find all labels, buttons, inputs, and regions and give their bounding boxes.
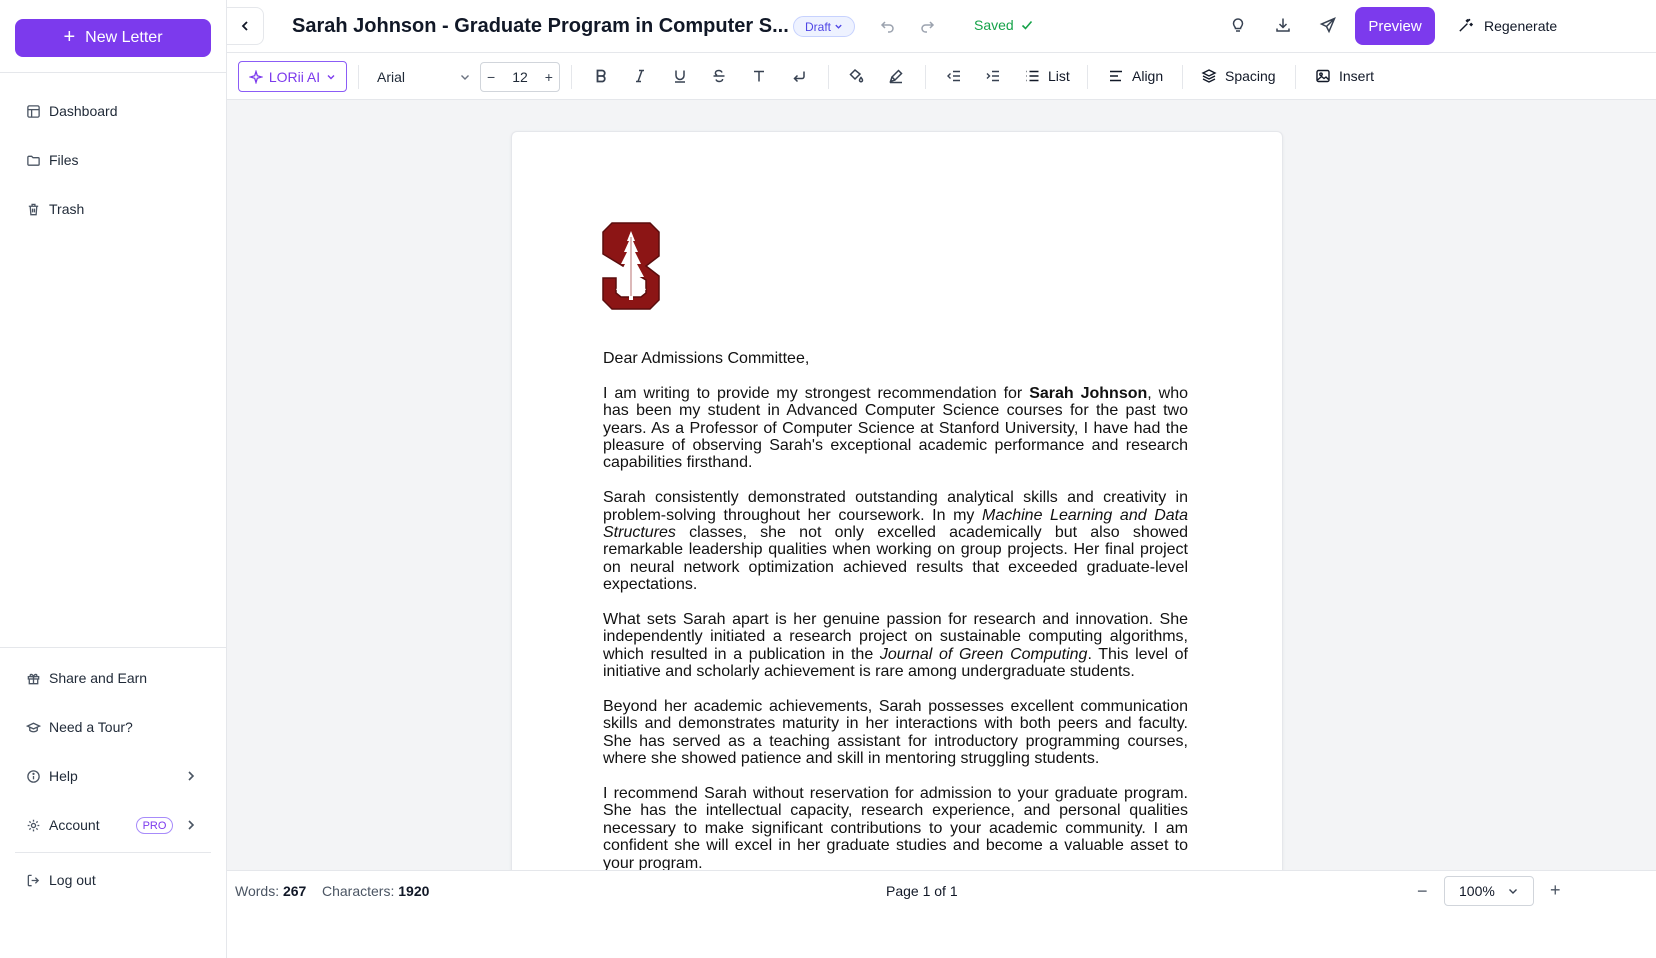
sidebar-item-label: Log out [49, 872, 96, 888]
sidebar-item-dashboard[interactable] [26, 101, 118, 121]
toolbar-divider [1295, 65, 1296, 89]
chevron-left-icon [238, 19, 252, 33]
sidebar-item-log-out[interactable] [26, 870, 96, 890]
course-names: Machine Learning and Data Structures [603, 506, 1188, 542]
redo-icon[interactable] [919, 18, 935, 34]
spacing-button[interactable] [1201, 68, 1276, 84]
gear-icon [26, 818, 41, 833]
word-count-label: Words: [235, 883, 280, 899]
paint-bucket-icon[interactable] [848, 68, 864, 84]
toolbar-divider [1087, 65, 1088, 89]
sidebar-divider [15, 852, 211, 853]
letter-text: Sarah consistently demonstrated outstanding analytical skills and creativity in problem-solving throughout her coursework. In my [603, 489, 1188, 524]
saved-label: Saved [974, 17, 1014, 33]
toolbar-divider [828, 65, 829, 89]
chevron-right-icon [184, 818, 198, 832]
character-count-label: Characters: [322, 883, 395, 899]
zoom-out-button[interactable]: − [1417, 881, 1428, 901]
trash-icon [26, 202, 41, 217]
status-badge-label: Draft [804, 19, 831, 34]
letter-text: , who has been my student in Advanced Computer Science courses for the past two years. As a Professor of Computer Science at Stanford University, I have had the pleasure of observing Sarah's exceptional academic performance and research capabilities firsthand. [603, 384, 1189, 472]
highlighter-icon[interactable] [888, 68, 904, 84]
pro-badge: PRO [136, 817, 173, 834]
toolbar-divider [1182, 65, 1183, 89]
font-size-value[interactable]: 12 [512, 69, 528, 85]
regenerate-label: Regenerate [1484, 17, 1558, 34]
font-family-select[interactable] [377, 61, 471, 92]
sidebar-divider [0, 647, 227, 648]
letter-body[interactable] [603, 350, 1188, 870]
zoom-value: 100% [1459, 883, 1495, 899]
insert-button[interactable] [1315, 68, 1374, 84]
send-icon[interactable] [1319, 16, 1337, 34]
lightbulb-icon[interactable] [1229, 16, 1247, 34]
magic-wand-icon [1457, 17, 1474, 34]
sidebar-item-need-a-tour[interactable] [26, 717, 133, 737]
chevron-down-icon [459, 71, 471, 83]
undo-icon[interactable] [880, 18, 896, 34]
sidebar-item-label: Account [49, 817, 100, 833]
strikethrough-icon[interactable] [711, 68, 727, 84]
spacing-label: Spacing [1225, 68, 1276, 84]
list-icon [1024, 68, 1040, 84]
preview-button[interactable]: Preview [1355, 7, 1435, 45]
character-count-value: 1920 [398, 883, 430, 899]
font-size-increase-button[interactable]: + [544, 69, 553, 85]
logout-icon [26, 873, 41, 888]
chevron-down-icon [326, 72, 336, 82]
letter-paragraph [603, 385, 1188, 472]
new-letter-label: New Letter [85, 29, 163, 46]
back-button[interactable] [227, 7, 264, 45]
journal-name: Journal of Green Computing [879, 645, 1088, 663]
status-bar [227, 870, 1656, 908]
zoom-select[interactable] [1444, 876, 1534, 906]
sidebar-item-help[interactable] [26, 766, 198, 786]
list-label: List [1048, 68, 1070, 84]
sidebar-item-trash[interactable] [26, 199, 84, 219]
plus-icon: + [63, 26, 76, 48]
status-badge[interactable] [793, 16, 855, 37]
font-size-stepper[interactable] [480, 62, 560, 92]
italic-icon[interactable] [632, 68, 648, 84]
align-button[interactable] [1108, 68, 1163, 84]
document-title[interactable]: Sarah Johnson - Graduate Program in Computer S... [292, 15, 789, 37]
font-size-decrease-button[interactable]: − [487, 69, 496, 85]
ai-assistant-button[interactable] [238, 61, 347, 92]
check-icon [1020, 18, 1034, 32]
sidebar-item-label: Dashboard [49, 103, 118, 119]
letter-text: classes, she not only excelled academically but also showed remarkable leadership qualities when working on group projects. Her final project on neural network optimization achieved results that exceeded graduate-level expectations. [603, 524, 1188, 594]
gift-icon [26, 671, 41, 686]
layout-icon [26, 104, 41, 119]
sidebar-item-label: Share and Earn [49, 670, 148, 686]
letter-text: What sets Sarah apart is her genuine passion for research and innovation. She independently initiated a research project on sustainable computing algorithms, which resulted in a publication in the [603, 611, 1188, 663]
sidebar-divider [0, 72, 227, 73]
layers-icon [1201, 68, 1217, 84]
download-icon[interactable] [1274, 16, 1292, 34]
sidebar-item-share-and-earn[interactable] [26, 668, 147, 688]
font-family-value: Arial [377, 68, 406, 85]
align-left-icon [1108, 68, 1124, 84]
formatting-toolbar [227, 53, 1656, 100]
sidebar-item-files[interactable] [26, 150, 79, 170]
letter-text: . This level of initiative and scholarly achievement is rare among undergraduate students. [603, 645, 1189, 681]
letter-paragraph [603, 611, 1188, 681]
align-label: Align [1132, 68, 1164, 84]
character-count [322, 883, 429, 899]
toolbar-divider [571, 65, 572, 89]
save-status [974, 17, 1034, 33]
graduation-cap-icon [26, 720, 41, 735]
bold-icon[interactable] [593, 68, 609, 84]
chevron-right-icon [184, 769, 198, 783]
sidebar-item-label: Trash [49, 201, 85, 217]
sidebar-item-label: Files [49, 152, 79, 168]
letter-paragraph [603, 489, 1188, 593]
word-count [235, 883, 306, 899]
candidate-name: Sarah Johnson [1029, 384, 1148, 402]
regenerate-button[interactable] [1457, 17, 1557, 34]
insert-label: Insert [1339, 68, 1375, 84]
new-letter-button[interactable] [15, 19, 211, 57]
info-icon [26, 769, 41, 784]
sparkle-icon [249, 70, 263, 84]
image-icon [1315, 68, 1331, 84]
line-break-icon[interactable] [791, 68, 807, 84]
list-button[interactable] [1024, 68, 1070, 84]
toolbar-divider [358, 65, 359, 89]
page-indicator: Page 1 of 1 [886, 883, 958, 899]
letter-paragraph: I recommend Sarah without reservation for admission to your graduate program. She has the intellectual capacity, research experience, and personal qualities necessary to make significant contributions to your academic community. I am confident she will excel in her graduate studies and become a valuable asset to your program. [603, 785, 1188, 870]
toolbar-divider [925, 65, 926, 89]
sidebar-item-label: Need a Tour? [49, 719, 133, 735]
outdent-icon[interactable] [946, 68, 962, 84]
zoom-in-button[interactable]: + [1550, 880, 1561, 900]
top-bar [227, 0, 1656, 53]
editor-workspace [227, 100, 1656, 870]
underline-icon[interactable] [672, 68, 688, 84]
sidebar-item-label: Help [49, 768, 78, 784]
letter-greeting: Dear Admissions Committee, [603, 350, 810, 367]
chevron-down-icon [1507, 885, 1519, 897]
sidebar [0, 0, 227, 958]
indent-icon[interactable] [985, 68, 1001, 84]
stanford-logo [602, 222, 660, 310]
ai-assistant-label: LORii AI [268, 68, 321, 85]
letter-paragraph: Beyond her academic achievements, Sarah possesses excellent communication skills and demonstrates maturity in her interactions with both peers and faculty. She has served as a teaching assistant for introductory programming courses, where she showed patience and skill in mentoring struggling students. [603, 698, 1188, 768]
word-count-value: 267 [282, 883, 307, 899]
text-format-icon[interactable] [751, 68, 767, 84]
folder-icon [26, 153, 41, 168]
chevron-down-icon [834, 22, 843, 31]
letter-text: I am writing to provide my strongest recommendation for [603, 384, 1030, 402]
letter-page[interactable] [511, 131, 1283, 870]
